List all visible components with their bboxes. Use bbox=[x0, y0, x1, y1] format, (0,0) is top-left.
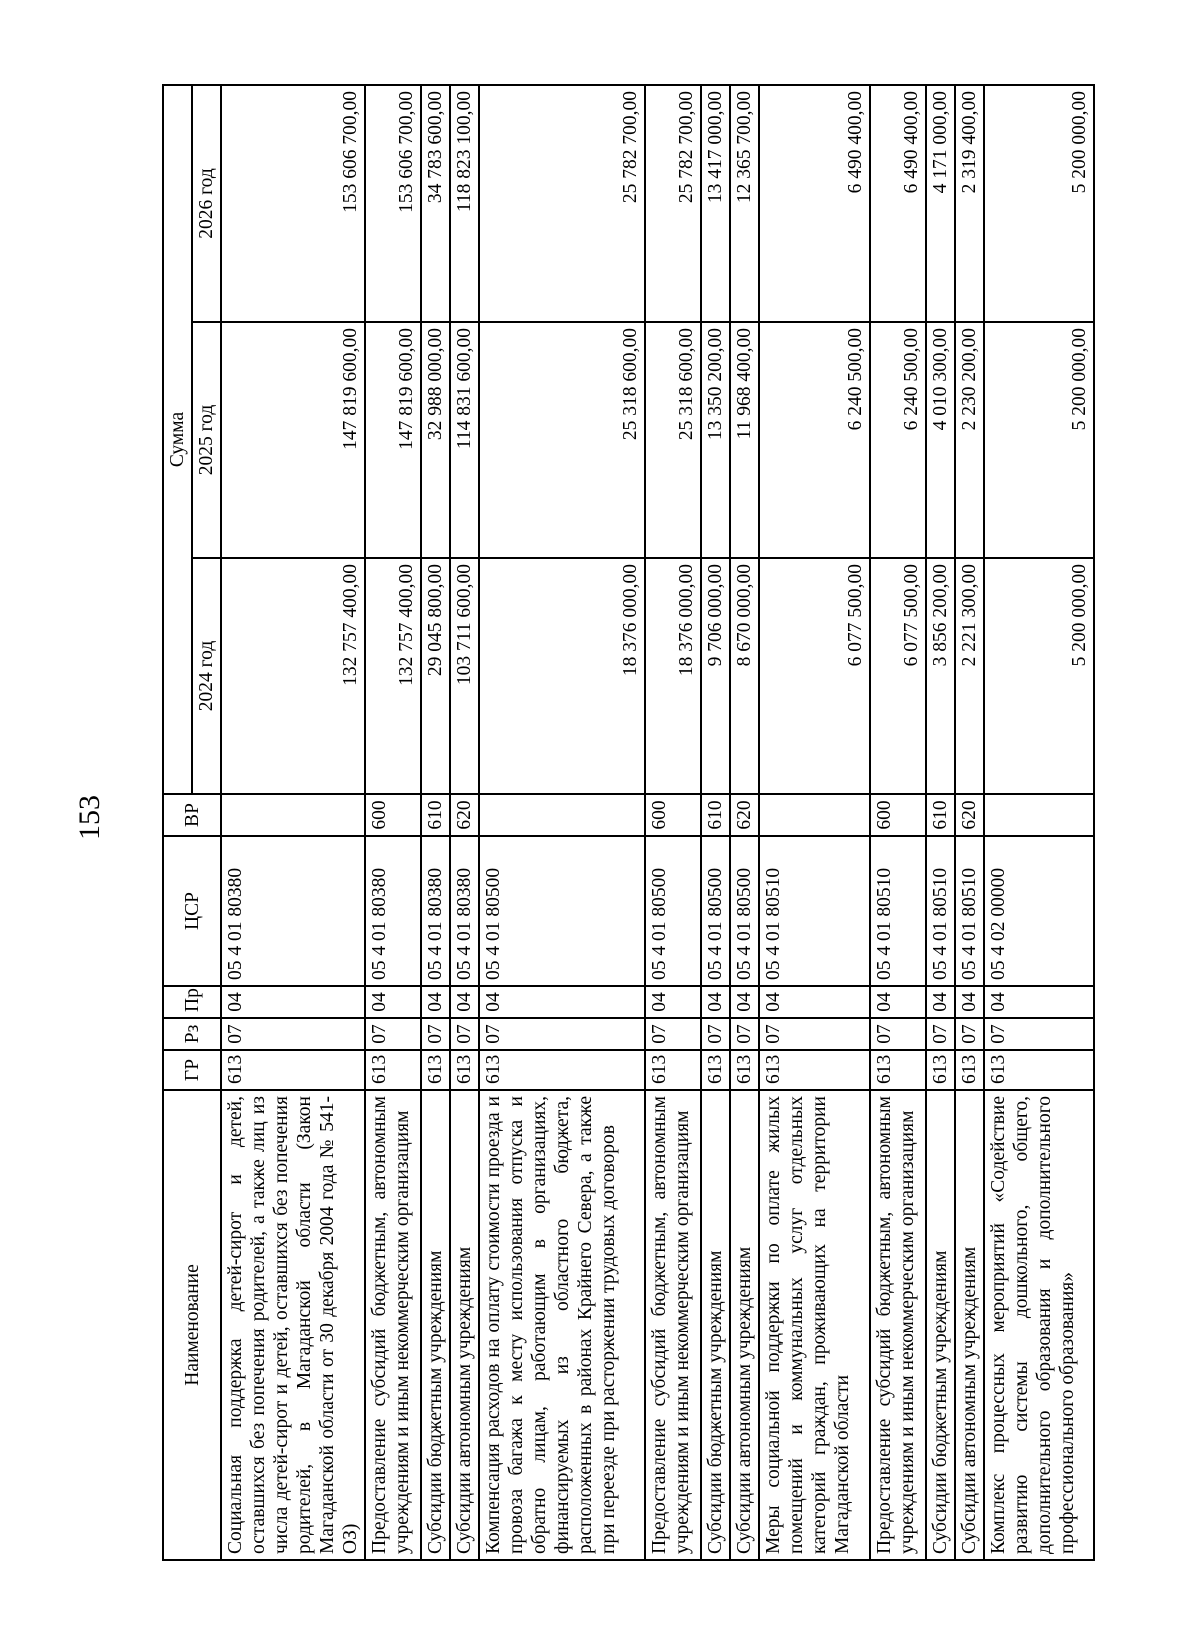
row-gr: 613 bbox=[479, 1050, 645, 1090]
row-amount-2026: 4 171 000,00 bbox=[926, 85, 955, 322]
row-name: Комплекс процессных мероприятий «Содействие развитию системы дошкольного, общего, дополнительного образования и дополнительного профессионального образования» bbox=[984, 1090, 1094, 1560]
row-amount-2025: 6 240 500,00 bbox=[870, 322, 926, 558]
row-pr: 04 bbox=[479, 986, 645, 1018]
row-rz: 07 bbox=[730, 1018, 759, 1050]
row-amount-2025: 11 968 400,00 bbox=[730, 322, 759, 558]
row-csr: 05 4 01 80510 bbox=[926, 836, 955, 986]
row-name: Субсидии бюджетным учреждениям bbox=[701, 1090, 730, 1560]
row-amount-2026: 25 782 700,00 bbox=[479, 85, 645, 322]
row-csr: 05 4 01 80510 bbox=[759, 836, 870, 986]
row-gr: 613 bbox=[421, 1050, 450, 1090]
row-amount-2026: 153 606 700,00 bbox=[365, 85, 421, 322]
row-pr: 04 bbox=[365, 986, 421, 1018]
row-amount-2026: 153 606 700,00 bbox=[221, 85, 365, 322]
row-amount-2026: 6 490 400,00 bbox=[870, 85, 926, 322]
row-csr: 05 4 01 80380 bbox=[221, 836, 365, 986]
row-csr: 05 4 01 80380 bbox=[421, 836, 450, 986]
row-amount-2024: 3 856 200,00 bbox=[926, 558, 955, 794]
row-pr: 04 bbox=[926, 986, 955, 1018]
row-gr: 613 bbox=[984, 1050, 1094, 1090]
header-vr: ВР bbox=[163, 794, 221, 836]
row-pr: 04 bbox=[759, 986, 870, 1018]
row-pr: 04 bbox=[870, 986, 926, 1018]
row-amount-2025: 114 831 600,00 bbox=[450, 322, 479, 558]
row-name: Социальная поддержка детей-сирот и детей, оставшихся без попечения родителей, а также лиц из числа детей-сирот и детей, оставшихся без попечения родителей, в Магаданской области (Закон Магаданской области от 30 декабря 2004 года № 541-ОЗ) bbox=[221, 1090, 365, 1560]
row-rz: 07 bbox=[870, 1018, 926, 1050]
row-name: Компенсация расходов на оплату стоимости проезда и провоза багажа к месту использования отпуска и обратно лицам, работающим в организациях, финансируемых из областного бюджета, расположенных в районах Крайнего Севера, а также при переезде при расторжении трудовых договоров bbox=[479, 1090, 645, 1560]
row-rz: 07 bbox=[365, 1018, 421, 1050]
row-name: Меры социальной поддержки по оплате жилых помещений и коммунальных услуг отдельных категорий граждан, проживающих на территории Магаданской области bbox=[759, 1090, 870, 1560]
table-row bbox=[221, 85, 365, 1560]
row-rz: 07 bbox=[645, 1018, 701, 1050]
row-gr: 613 bbox=[955, 1050, 984, 1090]
header-sum: Сумма bbox=[163, 85, 192, 794]
row-amount-2024: 9 706 000,00 bbox=[701, 558, 730, 794]
row-amount-2024: 29 045 800,00 bbox=[421, 558, 450, 794]
row-name: Предоставление субсидий бюджетным, автономным учреждениям и иным некоммерческим организациям bbox=[365, 1090, 421, 1560]
row-gr: 613 bbox=[870, 1050, 926, 1090]
row-amount-2024: 6 077 500,00 bbox=[759, 558, 870, 794]
table-row bbox=[645, 85, 701, 1560]
header-2025: 2025 год bbox=[192, 322, 221, 558]
table-row bbox=[365, 85, 421, 1560]
row-pr: 04 bbox=[730, 986, 759, 1018]
row-csr: 05 4 01 80500 bbox=[701, 836, 730, 986]
row-csr: 05 4 01 80500 bbox=[645, 836, 701, 986]
row-amount-2025: 6 240 500,00 bbox=[759, 322, 870, 558]
table-row bbox=[421, 85, 450, 1560]
row-gr: 613 bbox=[365, 1050, 421, 1090]
header-2024: 2024 год bbox=[192, 558, 221, 794]
row-vr: 610 bbox=[421, 794, 450, 836]
header-gr: ГР bbox=[163, 1050, 221, 1090]
row-gr: 613 bbox=[450, 1050, 479, 1090]
row-amount-2025: 2 230 200,00 bbox=[955, 322, 984, 558]
row-amount-2025: 25 318 600,00 bbox=[645, 322, 701, 558]
row-gr: 613 bbox=[645, 1050, 701, 1090]
table-row bbox=[730, 85, 759, 1560]
row-amount-2025: 32 988 000,00 bbox=[421, 322, 450, 558]
header-2026: 2026 год bbox=[192, 85, 221, 322]
budget-table bbox=[162, 84, 1095, 1561]
table-row bbox=[701, 85, 730, 1560]
table-row bbox=[984, 85, 1094, 1560]
row-amount-2024: 2 221 300,00 bbox=[955, 558, 984, 794]
row-amount-2026: 34 783 600,00 bbox=[421, 85, 450, 322]
row-rz: 07 bbox=[450, 1018, 479, 1050]
row-amount-2024: 8 670 000,00 bbox=[730, 558, 759, 794]
row-name: Предоставление субсидий бюджетным, автономным учреждениям и иным некоммерческим организациям bbox=[645, 1090, 701, 1560]
header-row-1 bbox=[163, 85, 192, 1560]
row-amount-2025: 4 010 300,00 bbox=[926, 322, 955, 558]
row-csr: 05 4 01 80380 bbox=[450, 836, 479, 986]
row-amount-2025: 25 318 600,00 bbox=[479, 322, 645, 558]
row-name: Предоставление субсидий бюджетным, автономным учреждениям и иным некоммерческим организациям bbox=[870, 1090, 926, 1560]
row-csr: 05 4 01 80500 bbox=[479, 836, 645, 986]
row-gr: 613 bbox=[701, 1050, 730, 1090]
row-amount-2026: 2 319 400,00 bbox=[955, 85, 984, 322]
row-amount-2026: 118 823 100,00 bbox=[450, 85, 479, 322]
header-name: Наименование bbox=[163, 1090, 221, 1560]
row-rz: 07 bbox=[221, 1018, 365, 1050]
table-row bbox=[479, 85, 645, 1560]
row-rz: 07 bbox=[479, 1018, 645, 1050]
header-pr: Пр bbox=[163, 986, 221, 1018]
row-amount-2026: 6 490 400,00 bbox=[759, 85, 870, 322]
row-rz: 07 bbox=[926, 1018, 955, 1050]
row-pr: 04 bbox=[421, 986, 450, 1018]
row-amount-2025: 13 350 200,00 bbox=[701, 322, 730, 558]
page-number: 153 bbox=[73, 795, 106, 840]
row-name: Субсидии автономным учреждениям bbox=[955, 1090, 984, 1560]
row-amount-2024: 132 757 400,00 bbox=[221, 558, 365, 794]
table-row bbox=[759, 85, 870, 1560]
row-pr: 04 bbox=[221, 986, 365, 1018]
row-rz: 07 bbox=[955, 1018, 984, 1050]
table-row bbox=[450, 85, 479, 1560]
row-vr: 610 bbox=[926, 794, 955, 836]
row-gr: 613 bbox=[221, 1050, 365, 1090]
row-pr: 04 bbox=[645, 986, 701, 1018]
row-vr: 620 bbox=[730, 794, 759, 836]
row-gr: 613 bbox=[926, 1050, 955, 1090]
row-pr: 04 bbox=[450, 986, 479, 1018]
row-name: Субсидии автономным учреждениям bbox=[730, 1090, 759, 1560]
row-amount-2026: 5 200 000,00 bbox=[984, 85, 1094, 322]
row-amount-2026: 13 417 000,00 bbox=[701, 85, 730, 322]
row-vr: 600 bbox=[870, 794, 926, 836]
row-csr: 05 4 01 80510 bbox=[955, 836, 984, 986]
row-vr bbox=[984, 794, 1094, 836]
row-amount-2026: 12 365 700,00 bbox=[730, 85, 759, 322]
table-row bbox=[870, 85, 926, 1560]
row-csr: 05 4 01 80380 bbox=[365, 836, 421, 986]
table-row bbox=[926, 85, 955, 1560]
row-pr: 04 bbox=[955, 986, 984, 1018]
row-vr: 620 bbox=[450, 794, 479, 836]
row-vr bbox=[221, 794, 365, 836]
row-pr: 04 bbox=[984, 986, 1094, 1018]
row-amount-2024: 103 711 600,00 bbox=[450, 558, 479, 794]
row-vr: 620 bbox=[955, 794, 984, 836]
row-vr: 610 bbox=[701, 794, 730, 836]
row-gr: 613 bbox=[730, 1050, 759, 1090]
row-csr: 05 4 02 00000 bbox=[984, 836, 1094, 986]
row-name: Субсидии бюджетным учреждениям bbox=[926, 1090, 955, 1560]
header-csr: ЦСР bbox=[163, 836, 221, 986]
row-amount-2025: 5 200 000,00 bbox=[984, 322, 1094, 558]
row-amount-2024: 132 757 400,00 bbox=[365, 558, 421, 794]
budget-table-container bbox=[162, 86, 1090, 1561]
row-rz: 07 bbox=[759, 1018, 870, 1050]
row-pr: 04 bbox=[701, 986, 730, 1018]
header-rz: Рз bbox=[163, 1018, 221, 1050]
row-gr: 613 bbox=[759, 1050, 870, 1090]
row-rz: 07 bbox=[701, 1018, 730, 1050]
row-vr: 600 bbox=[645, 794, 701, 836]
row-name: Субсидии автономным учреждениям bbox=[450, 1090, 479, 1560]
table-row bbox=[955, 85, 984, 1560]
row-vr bbox=[759, 794, 870, 836]
row-name: Субсидии бюджетным учреждениям bbox=[421, 1090, 450, 1560]
row-amount-2026: 25 782 700,00 bbox=[645, 85, 701, 322]
row-vr bbox=[479, 794, 645, 836]
row-amount-2024: 18 376 000,00 bbox=[479, 558, 645, 794]
table-body bbox=[221, 85, 1094, 1560]
row-vr: 600 bbox=[365, 794, 421, 836]
row-csr: 05 4 01 80510 bbox=[870, 836, 926, 986]
row-amount-2024: 5 200 000,00 bbox=[984, 558, 1094, 794]
row-rz: 07 bbox=[421, 1018, 450, 1050]
row-amount-2024: 18 376 000,00 bbox=[645, 558, 701, 794]
row-amount-2024: 6 077 500,00 bbox=[870, 558, 926, 794]
row-csr: 05 4 01 80500 bbox=[730, 836, 759, 986]
row-amount-2025: 147 819 600,00 bbox=[221, 322, 365, 558]
row-amount-2025: 147 819 600,00 bbox=[365, 322, 421, 558]
row-rz: 07 bbox=[984, 1018, 1094, 1050]
